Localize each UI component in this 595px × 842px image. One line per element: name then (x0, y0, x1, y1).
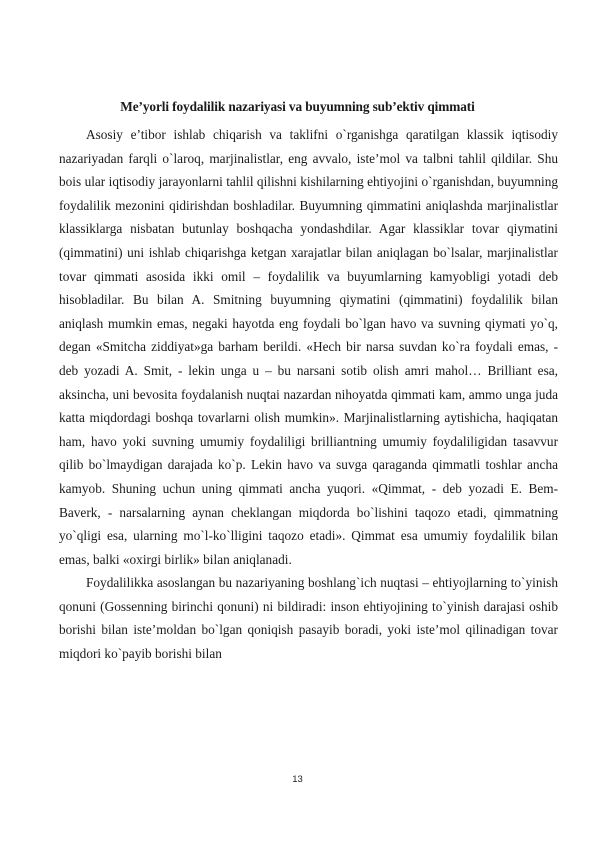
paragraph-2: Foydalilikka asoslangan bu nazariyaning boshlang`ich nuqtasi – ehtiyojlarning to`yinish qonuni (Gossenning birinchi qonuni) ni bildiradi: inson ehtiyojining to`yinish darajasi oshib borishi bilan iste’moldan bo`lgan qoniqish pasayib boradi, yoki iste’mol qilinadigan tovar miqdori ko`payib borishi bilan (59, 575, 558, 662)
section-title: Me’yorli foydalilik nazariyasi va buyumning sub’ektiv qimmati (120, 99, 475, 114)
page-number: 13 (292, 774, 303, 785)
body-text (59, 123, 558, 666)
paragraph-1: Asosiy e’tibor ishlab chiqarish va taklifni o`rganishga qaratilgan klassik iqtisodiy nazariyadan farqli o`laroq, marjinalistlar, eng avvalo, iste’mol va talbni tahlil qildilar. Shu bois ular iqtisodiy jarayonlarni tahlil qilishni kishilarning ehtiyojini o`rganishdan, buyumning foydalilik mezonini qidirishdan boshladilar. Buyumning qimmatini aniqlashda marjinalistlar klassiklarga nisbatan butunlay boshqacha yondashdilar. Agar klassiklar tovar qiymatini (qimmatini) uni ishlab chiqarishga ketgan xarajatlar bilan aniqlagan bo`lsalar, marjinalistlar tovar qimmati asosida ikki omil – foydalilik va buyumlarning kamyobligi yotadi deb hisobladilar. Bu bilan A. Smitning buyumning qiymatini (qimmatini) foydalilik bilan aniqlash mumkin emas, negaki hayotda eng foydali bo`lgan havo va suvning qiymati yo`q, degan «Smitcha ziddiyat»ga barham berildi. «Hech bir narsa suvdan ko`ra foydali emas, - deb yozadi A. Smit, - lekin unga u – bu narsani sotib olish amri mahol… Brilliant esa, aksincha, uni bevosita foydalanish nuqtai nazardan nihoyatda qimmati kam, ammo unga juda katta miqdordagi boshqa tovarlarni olish mumkin». Marjinalistlarning aytishicha, haqiqatan ham, havo yoki suvning umumiy foydaliligi brilliantning umumiy foydaliligidan tasavvur qilib bo`lmaydigan darajada ko`p. Lekin havo va suvga qaraganda qimmatli toshlar ancha kamyob. Shuning uchun uning qimmati ancha yuqori. «Qimmat, - deb yozadi E. Bem-Baverk, - narsalarning aynan cheklangan miqdorda bo`lishini taqozo etadi, qimmatning yo`qligi esa, ularning mo`l-ko`lligini taqozo etadi». Qimmat esa umumiy foydalilik bilan emas, balki «oxirgi birlik» bilan aniqlanadi. (59, 127, 558, 567)
